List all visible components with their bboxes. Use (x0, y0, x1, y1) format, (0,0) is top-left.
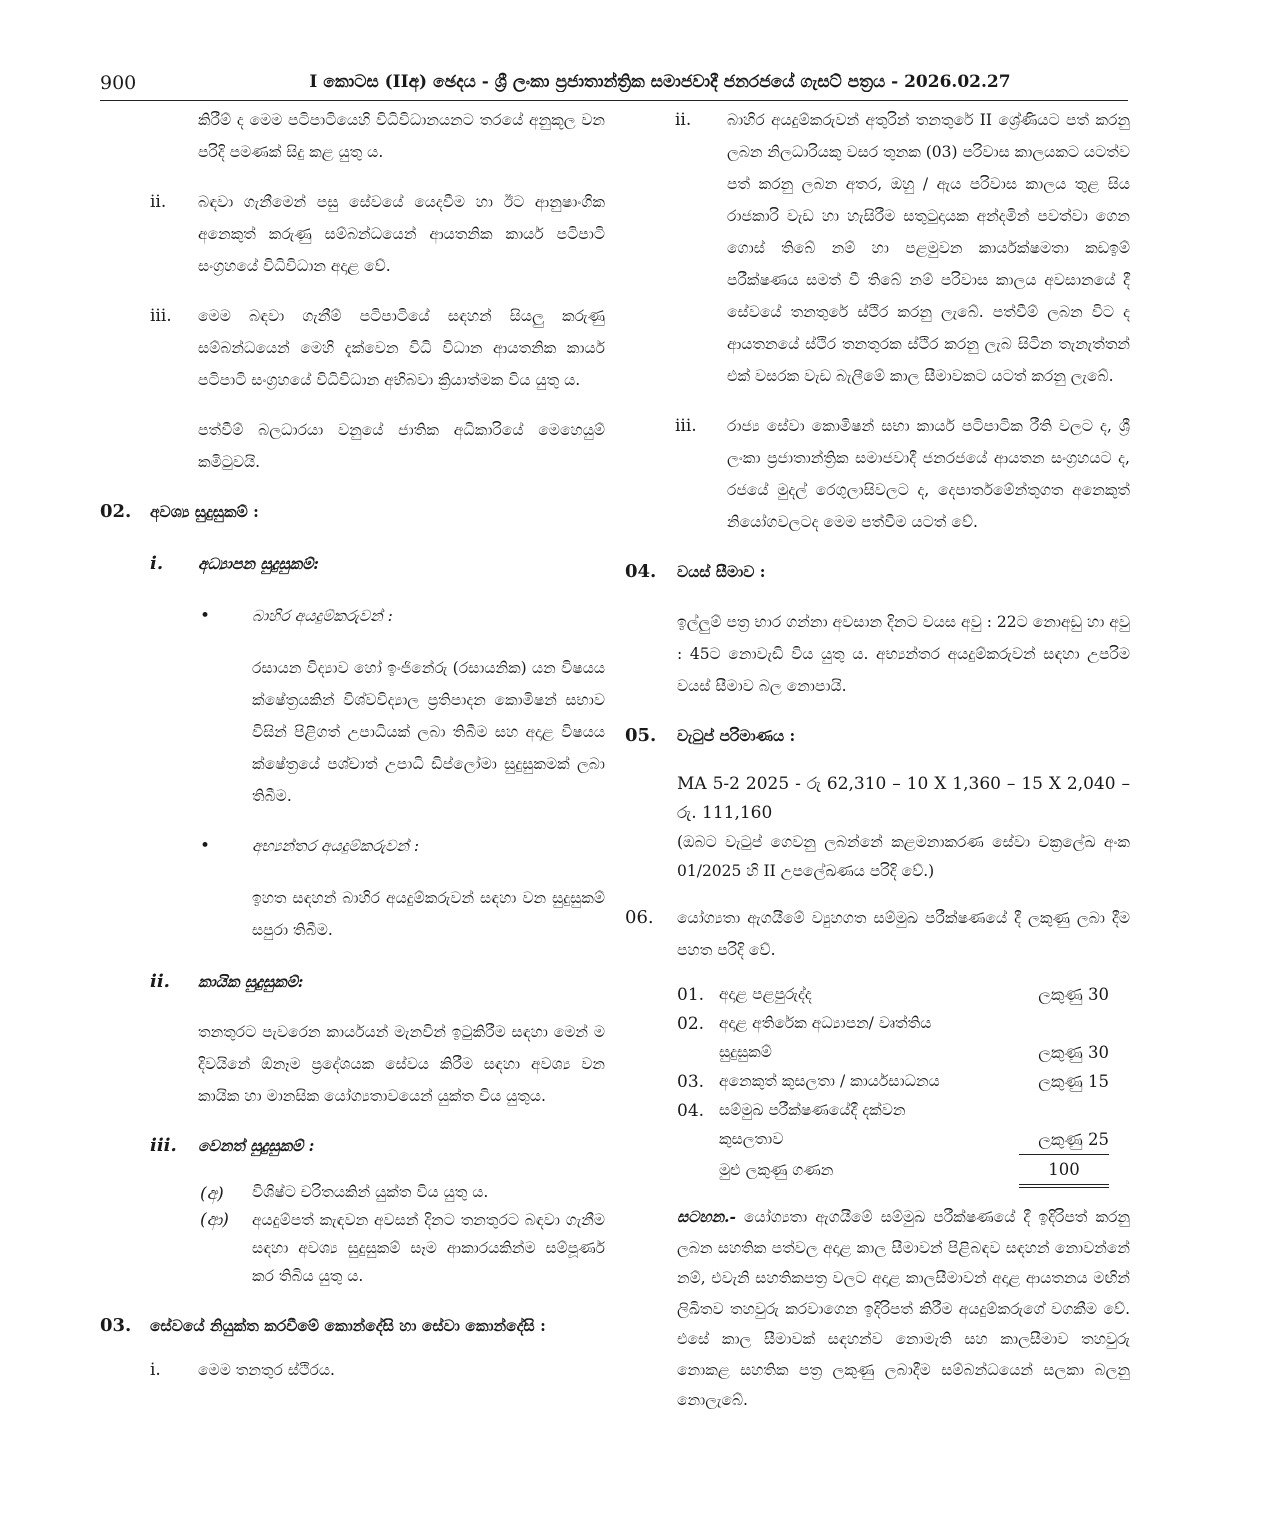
note-text: යෝග්‍යතා ඇගයීමේ සම්මුඛ පරීක්ෂණයේ දී ඉදිරිපත් කරනු ලබන සහතික පත්වල අදාළ කාල සීමාවන් පිළිබඳව සඳහන් නොවන්නේ නම්, එවැනි සහතිකපත්‍ර වලට අදාළ කාලසීමාවන් අදාළ ආයතනය මඟින් ලිඛිතව තහවුරු කරවාගෙන ඉදිරිපත් කිරීම අයදුම්කරුගේ වගකීම වේ. එසේ කාල සීමාවක් සඳහන්ව නොමැති සහ කාලසීමාව තහවුරු නොකළ සහතික පත්‍ර ලකුණු ලබාදීම සම්බන්ධයෙන් සලකා බලනු නොලැබේ. (677, 1208, 1130, 1409)
section-03-item-i-number: i. (150, 1360, 161, 1380)
marks-table (677, 980, 1109, 1188)
left-column (100, 104, 605, 1386)
section-03-heading (100, 1310, 605, 1342)
note-label: සටහන.- (677, 1207, 736, 1226)
section-04-number: 04. (625, 561, 657, 582)
subsection-ii-title: කායික සුදුසුකම්: (198, 972, 304, 991)
other-qualification-a (100, 1178, 605, 1206)
section-05-heading (625, 720, 1130, 752)
right-item-ii-text: බාහිර අයදුම්කරුවන් අතුරින් තනතුරේ II ශ්‍රේණියට පත් කරනු ලබන නිලධාරියකු වසර තුනක (03) පරිවාස කාලයකට යටත්ව පත් කරනු ලබන අතර, ඔහු / ඇය පරිවාස කාලය තුළ සිය රාජකාරි වැඩ හා හැසිරීම සතුටුදායක අන්දමින් පවත්වා ගෙන ගොස් තිබේ නම් හා පළමුවන කාර්යක්ෂමතා කඩඉම් පරීක්ෂණය සමත් වී තිබේ නම් පරිවාස කාලය අවසානයේ දී සේවයේ තනතුරේ ස්ථිර කරනු ලැබේ. පත්වීම් ලබන විට ද ආයතනයේ ස්ථිර තනතුරක ස්ථිර කරනු ලැබ සිටින තැනැත්තන් එක් වසරක වැඩ බැලීමේ කාල සීමාවකට යටත් කරනු ලැබේ. (727, 111, 1130, 385)
item-ii-number: ii. (150, 192, 167, 212)
marks-row (677, 1009, 1109, 1038)
bullet-external-label (100, 600, 605, 632)
section-02-heading (100, 496, 605, 528)
external-applicants-label: බාහිර අයදුම්කරුවන් : (252, 607, 393, 625)
section-05-number: 05. (625, 725, 657, 746)
marks-row-description: අනෙකුත් කුසලතා / කාර්යසාධනය (719, 1072, 940, 1090)
subsection-i-heading (100, 548, 605, 580)
salary-scale-text: MA 5-2 2025 - රු 62,310 – 10 X 1,360 – 15 X 2,040 – රු. 111,160 (677, 774, 1130, 823)
section-03-title: සේවයේ නියුක්ත කරවීමේ කොන්දේසි හා සේවා කොන්දේසි : (150, 1316, 546, 1335)
section-04-heading (625, 556, 1130, 588)
marks-total-label: මුළු ලකුණු ගණන (719, 1160, 834, 1179)
marks-row-value: ලකුණු 25 (1019, 1125, 1109, 1155)
subsection-i-title: අධ්‍යාපන සුදුසුකම්: (198, 554, 319, 573)
marks-row-value (1019, 1009, 1109, 1038)
marks-row-description: කුසලතාව (719, 1130, 784, 1149)
internal-applicants-label: අභ්‍යන්තර අයදුම්කරුවන් : (252, 837, 420, 855)
marks-row-value: ලකුණු 30 (1038, 984, 1109, 1004)
marks-row-number (677, 1038, 719, 1067)
item-iii (100, 300, 605, 396)
marks-row (677, 1038, 1109, 1067)
section-04-title: වයස් සීමාව : (677, 562, 766, 581)
right-item-ii-number: ii. (675, 110, 692, 130)
marks-row-value: ලකුණු 30 (1038, 1042, 1109, 1062)
item-a-label: (අ) (200, 1184, 224, 1204)
subsection-i-number: i. (150, 553, 164, 574)
internal-applicants-text: ඉහත සඳහන් බාහිර අයදුම්කරුවන් සඳහා වන සුදුසුකම් සපුරා තිබීම. (252, 889, 605, 939)
external-applicants-text: රසායන විද්‍යාව හෝ ඉංජිනේරු (රසායනික) යන විෂයය ක්ෂේත්‍රයකින් විශ්වවිද්‍යාල ප්‍රතිපාදන කොමිෂන් සභාව විසින් පිළිගත් උපාධියක් ලබා තිබීම සහ අදාළ විෂයය ක්ෂේත්‍රයේ පශ්චාත් උපාධි ඩිප්ලෝමා සුදුසුකමක් ලබා තිබීම. (252, 659, 605, 805)
marks-row-value (1019, 1096, 1109, 1125)
marks-row-number: 04. (677, 1100, 705, 1121)
subsection-ii-heading (100, 966, 605, 998)
marks-row (677, 1125, 1109, 1155)
right-item-iii-number: iii. (675, 416, 697, 436)
section-02-title: අවශ්‍ය සුදුසුකම් : (150, 502, 259, 521)
item-ii-text: බඳවා ගැනීමෙන් පසු සේවයේ යෙදවීම හා ඊට ආනුෂාංගික අනෙකුත් කරුණු සම්බන්ධයෙන් ආයතනික කාර්ය පටිපාටි සංග්‍රහයේ විධිවිධාන අදාළ වේ. (198, 193, 605, 275)
header-rule (100, 100, 1128, 101)
marks-row-number: 02. (677, 1013, 705, 1034)
section-02-number: 02. (100, 501, 132, 522)
marks-row-description: අදාළ අතිරේක අධ්‍යාපන/ වෘත්තිය (719, 1014, 932, 1032)
section-03-number: 03. (100, 1315, 132, 1336)
right-item-iii (625, 410, 1130, 538)
note-paragraph (677, 1202, 1130, 1416)
right-item-iii-text: රාජ්‍ය සේවා කොමිෂන් සභා කාර්ය පටිපාටික රීති වලට ද, ශ්‍රී ලංකා ප්‍රජාතාන්ත්‍රික සමාජවාදී ජනරජයේ ආයතන සංග්‍රහයට ද, රජයේ මුදල් රෙගුලාසිවලට ද, දෙපාර්තමේන්තුගත අනෙකුත් නියෝගවලටද මෙම පත්වීම යටත් වේ. (727, 417, 1130, 531)
subsection-iii-title: වෙනත් සුදුසුකම් : (198, 1136, 315, 1155)
physical-qualifications-text: තනතුරට පැවරෙන කාර්යයන් මැනවින් ඉටුකිරීම සඳහා මෙන් ම දිවයිනේ ඕනෑම ප්‍රදේශයක සේවය කිරීම සඳහා අවශ්‍ය වන කායික හා මානසික යෝග්‍යතාවයෙන් යුක්ත විය යුතුය. (198, 1023, 605, 1105)
bullet-internal-label (100, 830, 605, 862)
marks-row-number (677, 1125, 719, 1155)
section-03-item-i (100, 1354, 605, 1386)
page-number: 900 (100, 72, 137, 94)
right-column (625, 104, 1130, 1416)
item-iii-text: මෙම බඳවා ගැනීම් පටිපාටියේ සඳහන් සියලු කරුණු සම්බන්ධයෙන් මෙහි දැක්වෙන විධි විධාන ආයතනික කාර්ය පටිපාටි සංග්‍රහයේ විධිවිධාන අභිබවා ක්‍රියාත්මක විය යුතු ය. (198, 307, 605, 389)
marks-row-description: අදාළ පළපුරුද්ද (719, 985, 812, 1003)
marks-total-row (677, 1155, 1109, 1187)
right-item-ii (625, 104, 1130, 392)
appointing-authority-text: පත්වීම් බලධාරයා වනුයේ ජාතික අධිකාරියේ මෙහෙයුම් කමිටුවයි. (198, 421, 605, 471)
salary-note-text: (ඔබට වැටුප් ගෙවනු ලබන්නේ කළමනාකරණ සේවා චක්‍රලේඛ අංක 01/2025 හි II උපලේඛණය පරිදි වේ.) (677, 833, 1130, 880)
other-qualification-aa (100, 1206, 605, 1290)
subsection-ii-number: ii. (150, 971, 170, 992)
section-06-number: 06. (625, 907, 654, 928)
section-05-title: වැටුප් පරිමාණය : (677, 726, 796, 745)
item-iii-number: iii. (150, 306, 172, 326)
marks-row-description: සුදුසුකම් (719, 1043, 772, 1061)
bullet-icon: • (200, 606, 211, 626)
intro-continuation: කිරීම් ද මෙම පටිපාටියෙහි විධිවිධානයනට තරයේ අනුකූල වන පරිදි පමණක් සිදු කළ යුතු ය. (198, 111, 605, 161)
marks-row-number: 01. (677, 984, 705, 1005)
bullet-icon: • (200, 836, 211, 856)
subsection-iii-heading (100, 1130, 605, 1162)
section-06-text: යෝග්‍යතා ඇගයීමේ ව්‍යුහගත සම්මුඛ පරීක්ෂණයේ දී ලකුණු ලබා දීම පහත පරිදි වේ. (677, 909, 1130, 959)
item-aa-label: (ආ) (200, 1210, 229, 1230)
item-a-text: විශිෂ්ට චරිතයකින් යුක්ත විය යුතු ය. (252, 1183, 489, 1201)
gazette-header-title: I කොටස (IIඅ) ඡෙදය - ශ්‍රී ලංකා ප්‍රජාතාන්ත්‍රික සමාජවාදී ජනරජයේ ගැසට් පත්‍රය - 2026.02.27 (309, 72, 1011, 92)
section-03-item-i-text: මෙම තනතුර ස්ථිරය. (198, 1361, 335, 1379)
marks-row (677, 1067, 1109, 1096)
marks-row (677, 1096, 1109, 1125)
marks-row-number: 03. (677, 1071, 705, 1092)
marks-row (677, 980, 1109, 1009)
subsection-iii-number: iii. (150, 1135, 177, 1156)
section-06 (625, 902, 1130, 966)
marks-total-spacer (677, 1155, 719, 1187)
marks-row-description: සම්මුඛ පරීක්ෂණයේදී දක්වන (719, 1101, 906, 1119)
age-limit-text: ඉල්ලුම් පත්‍ර භාර ගන්නා අවසාන දිනට වයස අවු : 22ට නොඅඩු හා අවු : 45ට නොවැඩි විය යුතු ය. අභ්‍යන්තර අයදුම්කරුවන් සඳහා උපරිම වයස් සීමාව බල නොපායි. (677, 613, 1130, 695)
item-aa-text: අයදුම්පත් කැඳවන අවසන් දිනට තනතුරට බඳවා ගැනීම සඳහා අවශ්‍ය සුදුසුකම් සෑම ආකාරයකින්ම සම්පූර්ණ කර තිබිය යුතු ය. (252, 1211, 605, 1285)
item-ii (100, 186, 605, 282)
marks-total-value: 100 (1019, 1155, 1109, 1187)
marks-row-value: ලකුණු 15 (1038, 1071, 1109, 1091)
